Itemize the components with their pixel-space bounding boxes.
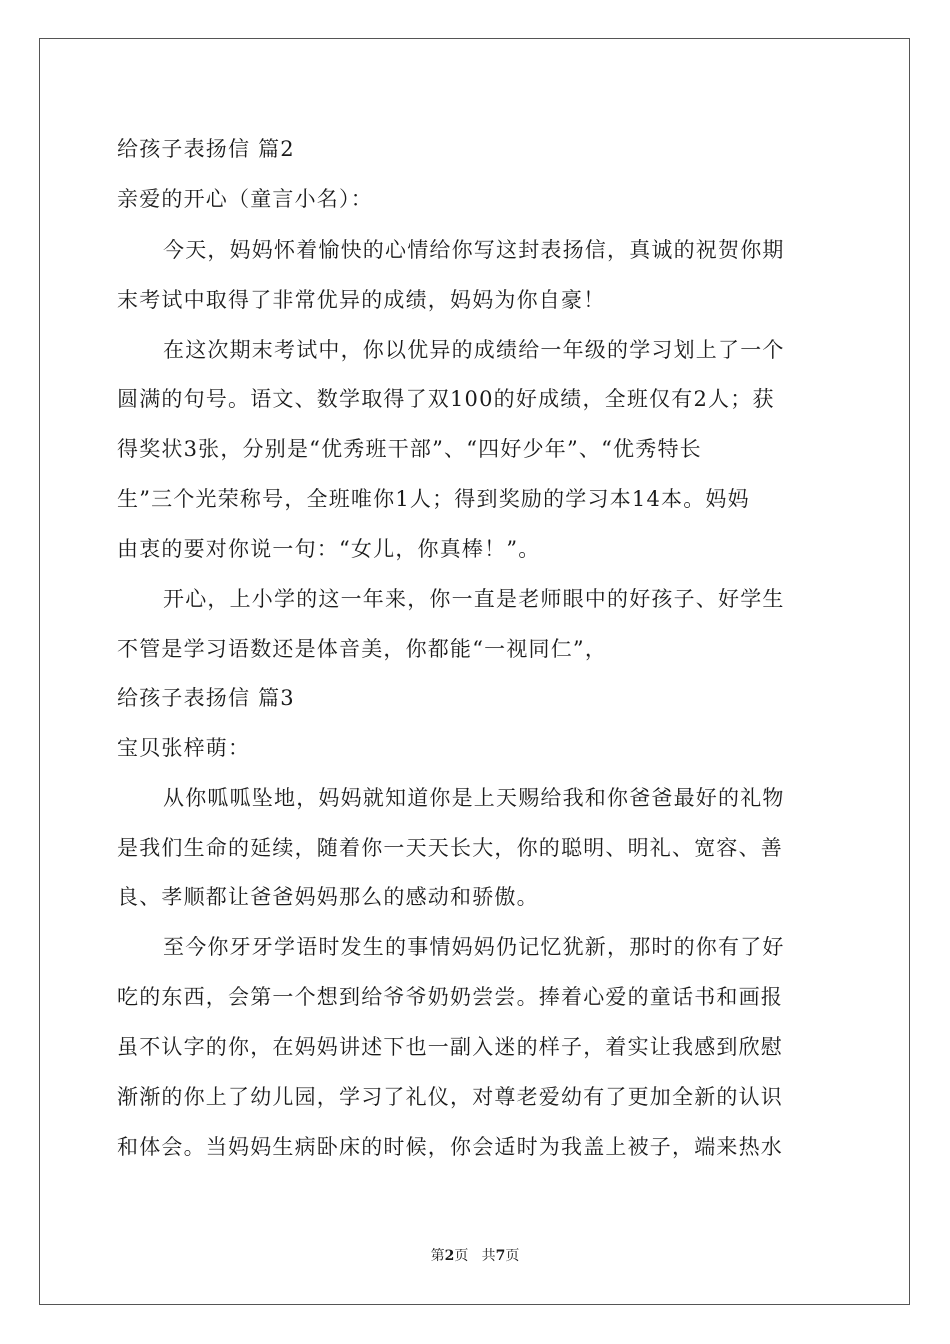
paragraph-line: 圆满的句号。语文、数学取得了双100的好成绩，全班仅有2人；获: [117, 387, 775, 411]
page-number: 2: [444, 1248, 455, 1264]
section-heading: 给孩子表扬信 篇3: [117, 686, 295, 710]
paragraph-line: 今天，妈妈怀着愉快的心情给你写这封表扬信，真诚的祝贺你期: [163, 238, 785, 262]
paragraph-line: 末考试中取得了非常优异的成绩，妈妈为你自豪！: [117, 288, 606, 312]
paragraph-line: 在这次期末考试中，你以优异的成绩给一年级的学习划上了一个: [163, 338, 785, 362]
paragraph-line: 渐渐的你上了幼儿园，学习了礼仪，对尊老爱幼有了更加全新的认识: [117, 1085, 783, 1109]
page-prefix: 第: [430, 1248, 445, 1264]
section-heading: 给孩子表扬信 篇2: [117, 137, 295, 161]
salutation: 宝贝张梓萌：: [117, 736, 251, 760]
paragraph-line: 良、孝顺都让爸爸妈妈那么的感动和骄傲。: [117, 885, 539, 909]
paragraph-line: 和体会。当妈妈生病卧床的时候，你会适时为我盖上被子，端来热水: [117, 1135, 783, 1159]
salutation: 亲爱的开心（童言小名）：: [117, 187, 373, 211]
paragraph-line: 从你呱呱坠地，妈妈就知道你是上天赐给我和你爸爸最好的礼物: [163, 786, 785, 810]
paragraph-line: 虽不认字的你，在妈妈讲述下也一副入迷的样子，着实让我感到欣慰: [117, 1035, 783, 1059]
page-border: [39, 38, 910, 1305]
page-suffix: 页: [454, 1248, 469, 1264]
paragraph-line: 不管是学习语数还是体音美，你都能“一视同仁”，: [117, 637, 608, 661]
total-suffix: 页: [505, 1248, 520, 1264]
paragraph-line: 是我们生命的延续，随着你一天天长大，你的聪明、明礼、宽容、善: [117, 836, 783, 860]
total-prefix: 共: [481, 1248, 496, 1264]
paragraph-line: 由衷的要对你说一句：“女儿，你真棒！”。: [117, 537, 541, 561]
paragraph-line: 生”三个光荣称号，全班唯你1人；得到奖励的学习本14本。妈妈: [117, 487, 750, 511]
total-pages: 7: [495, 1248, 506, 1264]
paragraph-line: 得奖状3张，分别是“优秀班干部”、“四好少年”、“优秀特长: [117, 437, 702, 461]
page-footer: [0, 1246, 950, 1266]
paragraph-line: 开心，上小学的这一年来，你一直是老师眼中的好孩子、好学生: [163, 587, 785, 611]
paragraph-line: 至今你牙牙学语时发生的事情妈妈仍记忆犹新，那时的你有了好: [163, 935, 785, 959]
paragraph-line: 吃的东西，会第一个想到给爷爷奶奶尝尝。捧着心爱的童话书和画报: [117, 985, 783, 1009]
